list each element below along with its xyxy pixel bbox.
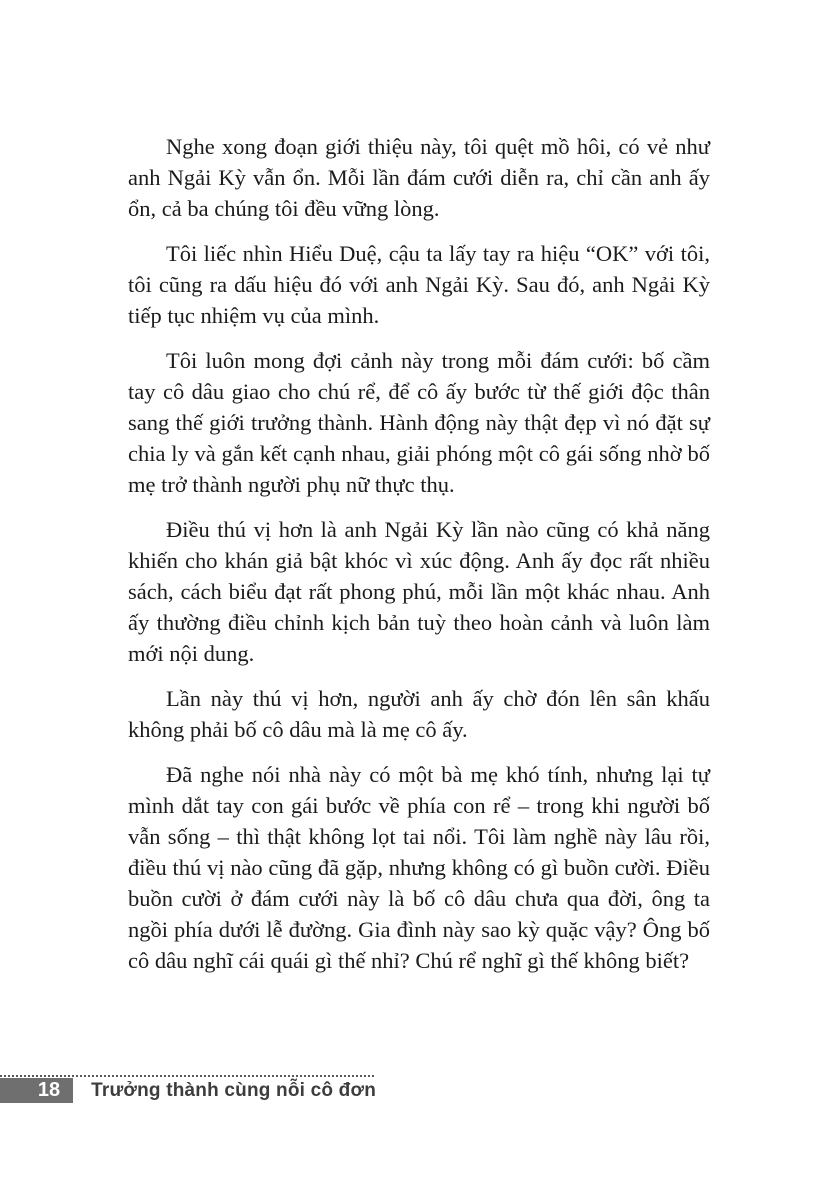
body-paragraph: Tôi luôn mong đợi cảnh này trong mỗi đám cưới: bố cầm tay cô dâu giao cho chú rể, để cô ấy bước từ thế giới độc thân sang thế giới trưởng thành. Hành động này thật đẹp vì nó đặt sự chia ly và gắn kết cạnh nhau, giải phóng một cô gái sống nhờ bố mẹ trở thành người phụ nữ thực thụ. xyxy=(128,348,710,497)
page-number: 18 xyxy=(37,1079,61,1101)
body-paragraph: Lần này thú vị hơn, người anh ấy chờ đón lên sân khấu không phải bố cô dâu mà là mẹ cô ấy. xyxy=(128,686,710,742)
body-paragraph: Nghe xong đoạn giới thiệu này, tôi quệt mồ hôi, có vẻ như anh Ngải Kỳ vẫn ổn. Mỗi lần đám cưới diễn ra, chỉ cần anh ấy ổn, cả ba chúng tôi đều vững lòng. xyxy=(128,134,710,221)
page-number-badge xyxy=(0,1078,73,1103)
footer-dotted-rule xyxy=(0,1075,376,1077)
running-footer-title: Trưởng thành cùng nỗi cô đơn xyxy=(91,1079,376,1101)
body-paragraph: Đã nghe nói nhà này có một bà mẹ khó tính, nhưng lại tự mình dắt tay con gái bước về phía con rể – trong khi người bố vẫn sống – thì thật không lọt tai nổi. Tôi làm nghề này lâu rồi, điều thú vị nào cũng đã gặp, nhưng không có gì buồn cười. Điều buồn cười ở đám cưới này là bố cô dâu chưa qua đời, ông ta ngồi phía dưới lễ đường. Gia đình này sao kỳ quặc vậy? Ông bố cô dâu nghĩ cái quái gì thế nhỉ? Chú rể nghĩ gì thế không biết? xyxy=(128,762,710,973)
footer-row xyxy=(0,1078,376,1103)
body-paragraph: Điều thú vị hơn là anh Ngải Kỳ lần nào cũng có khả năng khiến cho khán giả bật khóc vì xúc động. Anh ấy đọc rất nhiều sách, cách biểu đạt rất phong phú, mỗi lần một khác nhau. Anh ấy thường điều chỉnh kịch bản tuỳ theo hoàn cảnh và luôn làm mới nội dung. xyxy=(128,517,710,666)
body-paragraph: Tôi liếc nhìn Hiểu Duệ, cậu ta lấy tay ra hiệu “OK” với tôi, tôi cũng ra dấu hiệu đó với anh Ngải Kỳ. Sau đó, anh Ngải Kỳ tiếp tục nhiệm vụ của mình. xyxy=(128,241,710,328)
page-footer xyxy=(0,1075,376,1103)
body-text-block xyxy=(128,131,710,990)
